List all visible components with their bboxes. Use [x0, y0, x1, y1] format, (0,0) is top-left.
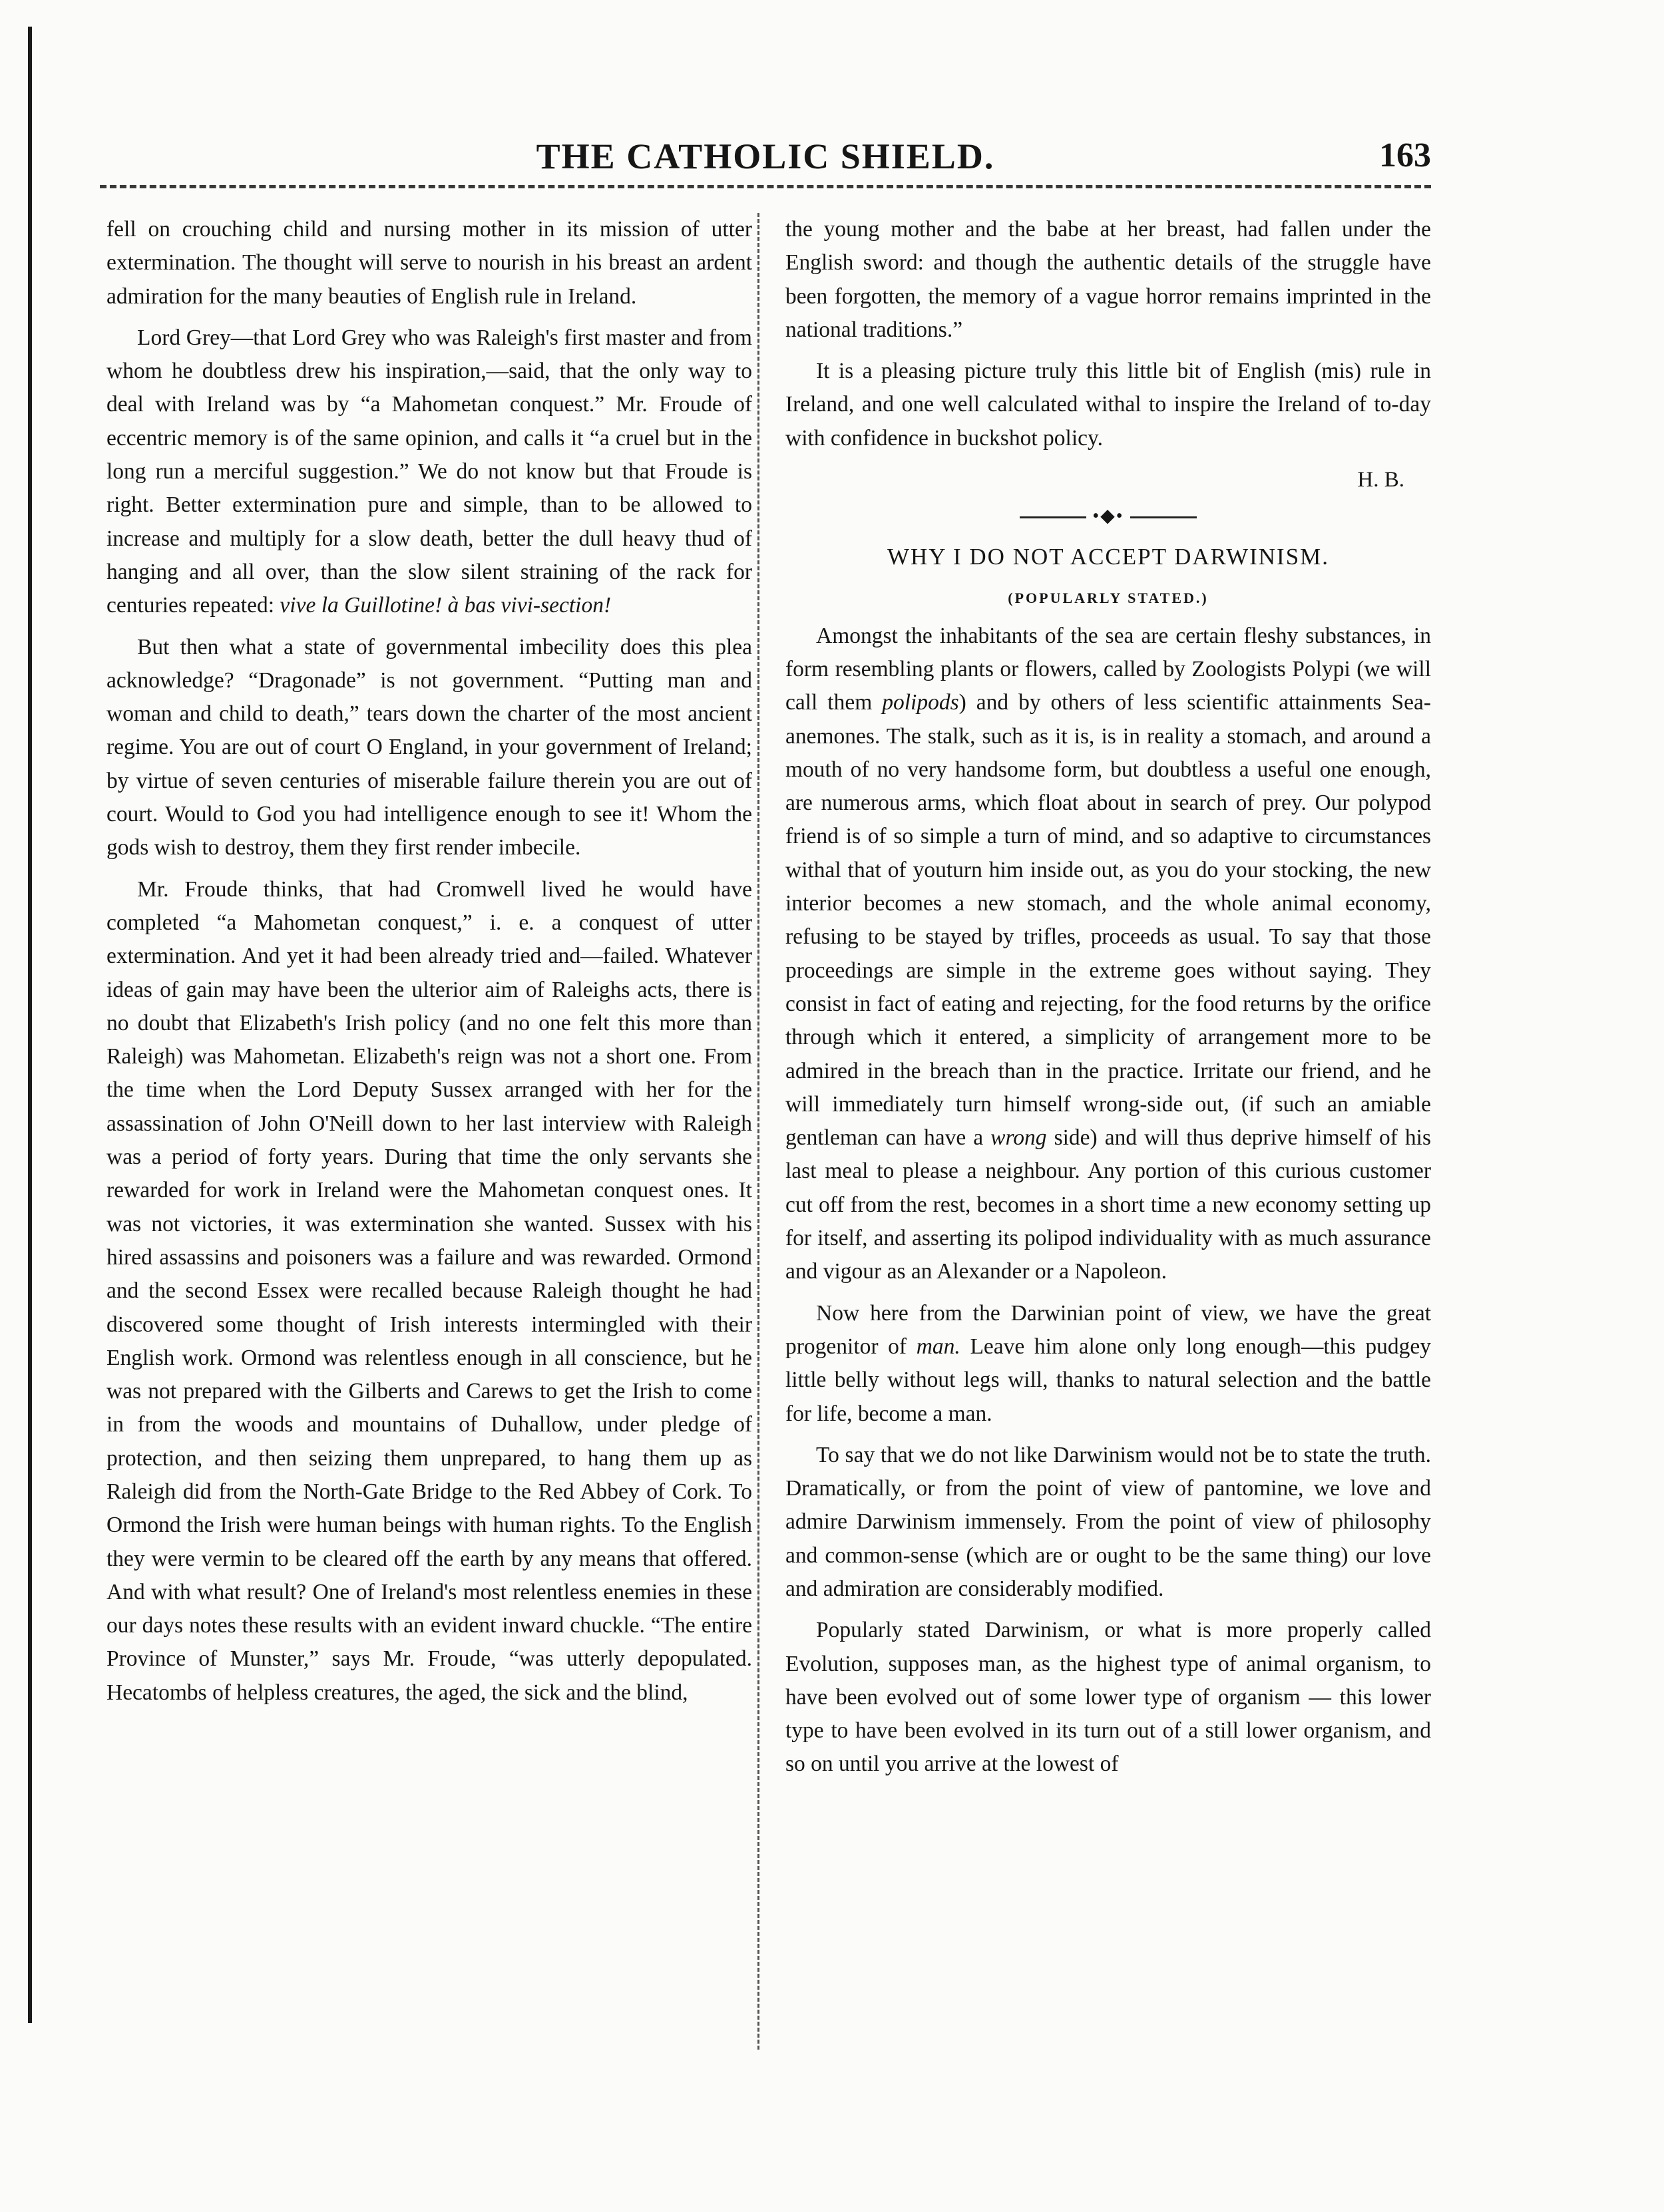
- paragraph-text: Now here from the Darwinian point of view, we have the great progenitor of: [785, 1300, 1431, 1359]
- author-signature: H. B.: [1357, 468, 1404, 492]
- paragraph: But then what a state of governmental imbecility does this plea acknowledge? “Dragonade” is not government. “Putting man and woman and child to death,” tears down the charter of the most ancient regime. You are out of court O England, in your government of Ireland; by virtue of seven centuries of miserable failure therein you are out of court. Would to God you had intelligence enough to see it! Whom the gods wish to destroy, them they first render imbecile.: [106, 634, 752, 860]
- paragraph-text: Leave him alone only long enough—this pudgey little belly without legs will, thanks to natural selection and the battle for life, become a man.: [785, 1334, 1432, 1426]
- italic-word: polipods: [882, 690, 959, 715]
- italic-word: wrong: [990, 1125, 1047, 1151]
- section-ornament: [785, 496, 1431, 536]
- page-number: 163: [1379, 136, 1431, 174]
- running-head: [100, 130, 1431, 197]
- article-title: WHY I DO NOT ACCEPT DARWINISM.: [887, 544, 1330, 570]
- paragraph: Popularly stated Darwinism, or what is more properly called Evolution, supposes man, as the highest type of animal organism, to have been evolved out of some lower type of organism — this lower type to have been evolved in its turn out of a still lower organism, and so on until you arrive at the lowest of: [785, 1618, 1431, 1777]
- ornament-glyph: •◆•: [1092, 506, 1124, 527]
- paragraph: To say that we do not like Darwinism would not be to state the truth. Dramatically, or from the point of view of pantomine, we love and admire Darwinism immensely. From the point of view of philosophy and common-sense (which are or ought to be the same thing) our love and admiration are considerably modified.: [785, 1442, 1431, 1601]
- paragraph: It is a pleasing picture truly this little bit of English (mis) rule in Ireland, and one well calculated withal to inspire the Ireland of to-day with confidence in buckshot policy.: [785, 359, 1431, 451]
- margin-rule: [28, 27, 32, 2023]
- column-divider: [757, 213, 759, 2050]
- paragraph-text: Lord Grey—that Lord Grey who was Raleigh's first master and from whom he doubtless drew his inspiration,—said, that the only way to deal with Ireland was by “a Mahometan conquest.” Mr. Froude of eccentric memory is of the same opinion, and calls it “a cruel but in the long run a merciful suggestion.” We do not know but that Froude is right. Better extermination pure and simple, than to be allowed to increase and multiply for a slow death, better the dull heavy thud of hanging and all over, than the slow silent straining of the rack for centuries repeated:: [106, 325, 752, 618]
- ornament-line: [1130, 516, 1197, 518]
- left-column: [106, 213, 752, 1718]
- paragraph-text: Amongst the inhabitants of the sea are certain fleshy substances, in form resembling plants or flowers, called by Zoologists Polypi (we will call them: [785, 623, 1431, 715]
- paragraph-text: side) and will thus deprive himself of his last meal to please a neighbour. Any portion of this curious customer cut off from the rest, becomes in a short time a new economy setting up for itself, and asserting its polipod individuality with as much assurance and vigour as an Alexander or a Napoleon.: [785, 1125, 1432, 1284]
- italic-phrase: vive la Guillotine! à bas vivi-section!: [280, 593, 612, 618]
- paragraph: [785, 620, 1431, 1289]
- right-column: [785, 213, 1431, 1789]
- paragraph: [106, 321, 752, 623]
- article-subtitle: (POPULARLY STATED.): [1008, 590, 1209, 607]
- paragraph: Mr. Froude thinks, that had Cromwell lived he would have completed “a Mahometan conquest,” i. e. a conquest of utter extermination. And yet it had been already tried and—failed. Whatever ideas of gain may have been the ulterior aim of Raleighs acts, there is no doubt that Elizabeth's Irish policy (and no one felt this more than Raleigh) was Mahometan. Elizabeth's reign was not a short one. From the time when the Lord Deputy Sussex arranged with her for the assassination of John O'Neill down to her last interview with Raleigh was a period of forty years. During that time the only servants she rewarded for work in Ireland were the Mahometan conquest ones. It was not victories, it was extermination she wanted. Sussex with his hired assassins and poisoners was a failure and was rewarded. Ormond and the second Essex were recalled because Raleigh thought he had discovered some thought of Irish interests intermingled with their English work. Ormond was relentless enough in all conscience, but he was not prepared with the Gilberts and Carews to get the Irish to come in from the woods and mountains of Duhallow, under pledge of protection, and then seizing them unprepared, to hang them up as Raleigh did from the North-Gate Bridge to the Red Abbey of Cork. To Ormond the Irish were human beings with human rights. To the English they were vermin to be cleared off the earth by any means that offered. And with what result? One of Ireland's most relentless enemies in these our days notes these results with an evident inward chuckle. “The entire Province of Munster,” says Mr. Froude, “was utterly depopulated. Hecatombs of helpless creatures, the aged, the sick and the blind,: [106, 876, 752, 1705]
- header-rule: [100, 185, 1431, 188]
- paragraph: the young mother and the babe at her breast, had fallen under the English sword: and though the authentic details of the struggle have been forgotten, the memory of a vague horror remains imprinted in the national traditions.”: [785, 217, 1431, 342]
- journal-title: THE CATHOLIC SHIELD.: [536, 136, 995, 176]
- paragraph: fell on crouching child and nursing mother in its mission of utter extermination. The thought will serve to nourish in his breast an ardent admiration for the many beauties of English rule in Ireland.: [106, 217, 752, 309]
- ornament-line: [1020, 516, 1086, 518]
- italic-word: man.: [916, 1334, 960, 1359]
- paragraph-text: ) and by others of less scientific attainments Sea-anemones. The stalk, such as it is, is in reality a stomach, and around a mouth of no very handsome form, but doubtless a useful one enough, are numerous arms, which float about in search of prey. Our polypod friend is of so simple a turn of mind, and so adaptive to circumstances withal that of youturn him inside out, as you do your stocking, the new interior becomes a new stomach, and the whole animal economy, refusing to be stayed by trifles, proceeds as usual. To say that those proceedings are simple in the extreme goes without saying. They consist in fact of eating and rejecting, for the food returns by the orifice through which it entered, a simplicity of arrangement more to be admired in the breach than in the practice. Irritate our friend, and he will immediately turn himself wrong-side out, (if such an amiable gentleman can have a: [785, 690, 1432, 1151]
- paragraph: [785, 1297, 1431, 1431]
